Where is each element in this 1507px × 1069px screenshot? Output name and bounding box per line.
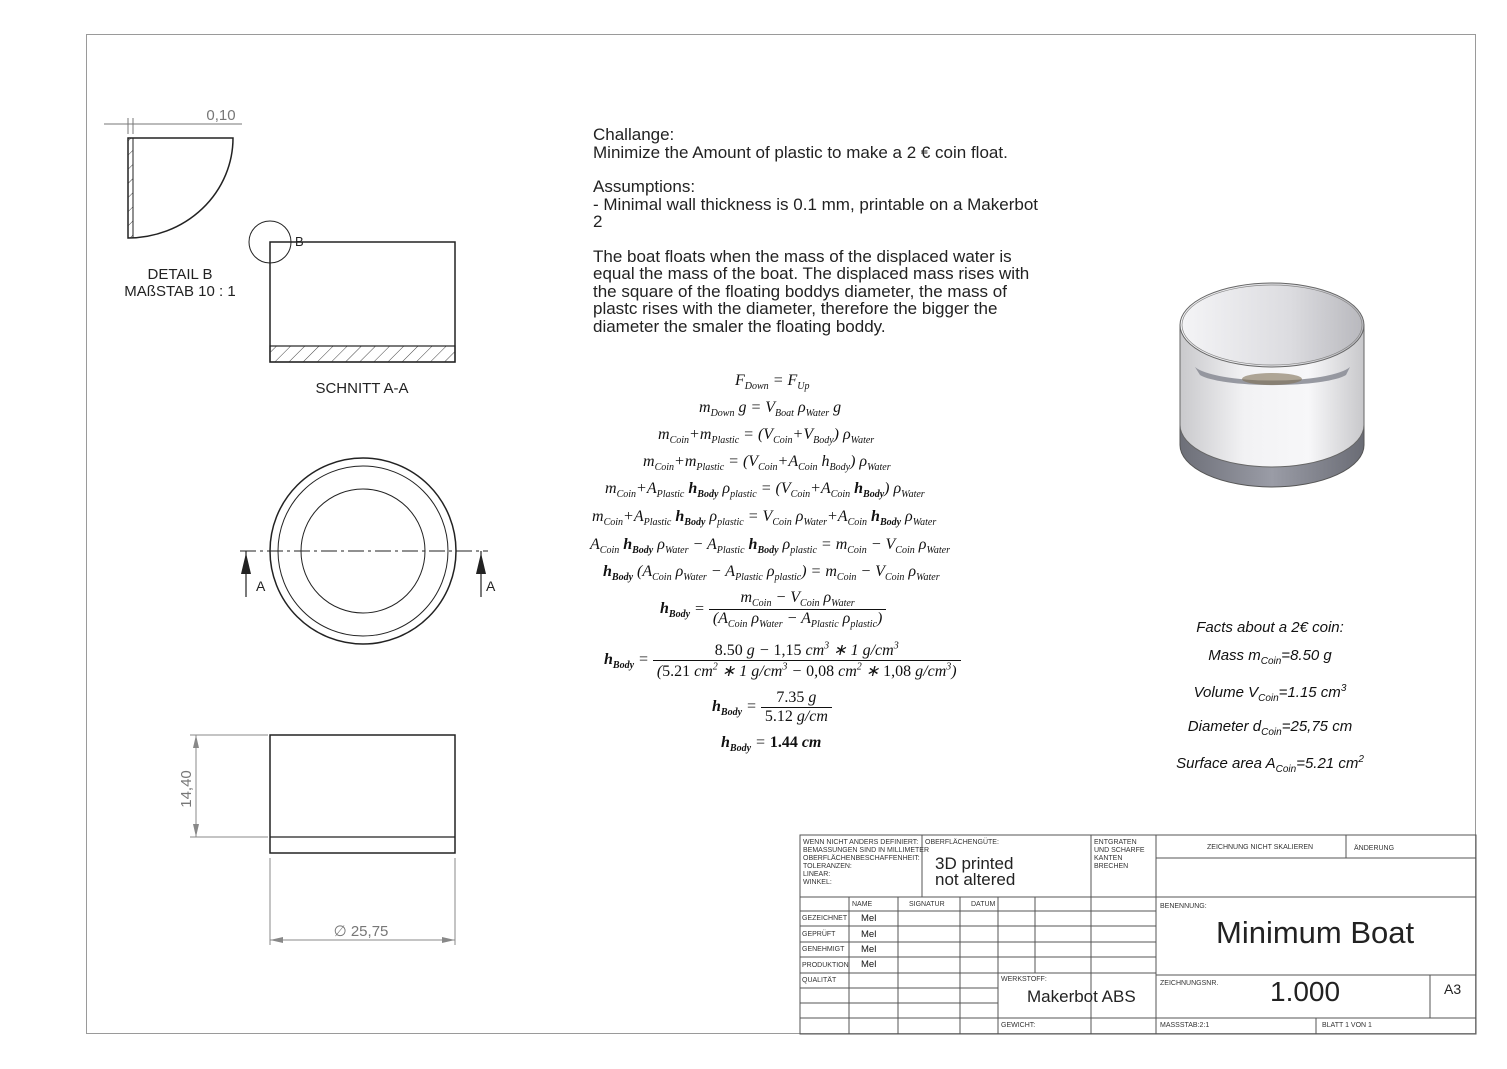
equation-5: $m_{Coin}+A_{Plastic}$ $h_{Body}$ $\rho_{plastic} = (V_{Coin}+A_{Coin}$ $h_{Body}$) $\rho_{Water}$ [605, 480, 925, 501]
detail-marker: B [295, 234, 304, 249]
drawing-number: 1.000 [1270, 976, 1341, 1007]
row-role: QUALITÄT [802, 977, 837, 984]
equation-1: $F_{Down} = F_{Up}$ [735, 372, 810, 393]
general-notes: WENN NICHT ANDERS DEFINIERT: BEMASSUNGEN SIND IN MILLIMETER OBERFLÄCHENBESCHAFFENHEIT: TOLERANZEN: LINEAR: WINKEL: [803, 839, 930, 886]
fact-volume: Volume $V_{Coin}=1.15$ $cm^3$ [1193, 683, 1347, 704]
detail-dimension: 0,10 [206, 107, 236, 124]
change-label: ÄNDERUNG [1354, 845, 1395, 852]
row-name: Mel [861, 944, 877, 955]
col-signature: SIGNATUR [909, 901, 945, 908]
detail-scale: MAßSTAB 10 : 1 [124, 283, 236, 300]
equation-11: $h_{Body}$ = $\frac{7.35 g}{5.12 g/cm}$ [712, 689, 832, 726]
sheet-count: BLATT 1 VON 1 [1322, 1022, 1372, 1029]
scale-label: MASSSTAB:2:1 [1160, 1022, 1210, 1029]
row-role: GENEHMIGT [802, 946, 845, 953]
row-name: Mel [861, 959, 877, 970]
row-role: PRODUKTION [802, 962, 849, 969]
row-role: GEZEICHNET [802, 915, 848, 922]
equation-3: $m_{Coin}+m_{Plastic} = (V_{Coin}+V_{Body})$ $\rho_{Water}$ [658, 426, 875, 447]
equation-4: $m_{Coin}+m_{Plastic} = (V_{Coin}+A_{Coin}$ $h_{Body}$) $\rho_{Water}$ [643, 453, 891, 474]
row-role: GEPRÜFT [802, 931, 836, 938]
equation-7: $A_{Coin}$ $h_{Body}$ $\rho_{Water} - A_{Plastic}$ $h_{Body}$ $\rho_{plastic} = m_{Coin} - V_{Coin}$ $\rho_{Water}$ [590, 536, 950, 557]
height-dimension: 14,40 [178, 770, 195, 808]
fact-diameter: Diameter $d_{Coin}=25,75$ cm [1187, 717, 1353, 738]
deburr-label: ENTGRATEN UND SCHARFE KANTEN BRECHEN [1094, 839, 1145, 870]
explanation-text: The boat floats when the mass of the displaced water is equal the mass of the boat. The displaced mass rises with the square of the floating boddys diameter, the mass of plastc rises with the diameter, therefore the bigger the diameter the smaler the floating boddy. [593, 246, 1030, 336]
equation-8: $h_{Body}$ ($A_{Coin}$ $\rho_{Water} - A_{Plastic}$ $\rho_{plastic}) = m_{Coin} - V_{Coin}$ $\rho_{Water}$ [603, 563, 940, 584]
col-date: DATUM [971, 901, 996, 908]
section-title: SCHNITT A-A [315, 380, 409, 397]
fact-mass: Mass $m_{Coin}=8.50$ g [1208, 646, 1332, 667]
fact-surface: Surface area $A_{Coin}=5.21$ $cm^2$ [1176, 754, 1364, 775]
row-name: Mel [861, 913, 877, 924]
equation-9: $h_{Body}$ = $\frac{m_{Coin} - V_{Coin} \rho_{Water}}{(A_{Coin} \rho_{Water} - A_{Plastic} \rho_{plastic})}$ [660, 589, 886, 630]
equation-10: $h_{Body}$ = $\frac{8.50 g - 1,15 cm^3 ∗ 1 g/cm^3}{(5.21 cm^2 ∗ 1 g/cm^3 - 0,08 cm^2 ∗ 1,08 g/cm^3)}$ [604, 640, 961, 681]
assumptions-title: Assumptions: [593, 177, 696, 196]
equation-2: $m_{Down}$ $g = V_{Boat}$ $\rho_{Water}$ g [699, 399, 842, 420]
drawing-title: Minimum Boat [1216, 915, 1415, 950]
no-scale-note: ZEICHNUNG NICHT SKALIEREN [1207, 844, 1314, 851]
challenge-text: Minimize the Amount of plastic to make a 2 € coin float. [593, 142, 1008, 162]
drawing-no-label: ZEICHNUNGSNR. [1160, 980, 1219, 987]
facts-title: Facts about a 2€ coin: [1196, 619, 1344, 636]
sheet-format: A3 [1444, 981, 1462, 997]
equation-result: $h_{Body} = 1.44$ cm [721, 734, 822, 755]
assumptions-text: - Minimal wall thickness is 0.1 mm, printable on a Makerbot 2 [593, 194, 1038, 231]
surface-label: OBERFLÄCHENGÜTE: [925, 839, 999, 846]
diameter-dimension: ∅ 25,75 [333, 923, 389, 940]
section-mark-left: A [256, 578, 266, 594]
equation-6: $m_{Coin}+A_{Plastic}$ $h_{Body}$ $\rho_{plastic} = V_{Coin}$ $\rho_{Water}+A_{Coin}$ $h_{Body}$ $\rho_{Water}$ [592, 508, 937, 529]
detail-title: DETAIL B [147, 266, 213, 283]
material-value: Makerbot ABS [1027, 987, 1136, 1006]
challenge-title: Challange: [593, 125, 675, 144]
section-mark-right: A [486, 578, 496, 594]
row-name: Mel [861, 929, 877, 940]
col-name: NAME [852, 901, 873, 908]
material-label: WERKSTOFF: [1001, 976, 1047, 983]
title-label: BENENNUNG: [1160, 903, 1207, 910]
surface-value: 3D printed not altered [935, 854, 1016, 889]
weight-label: GEWICHT: [1001, 1022, 1036, 1029]
